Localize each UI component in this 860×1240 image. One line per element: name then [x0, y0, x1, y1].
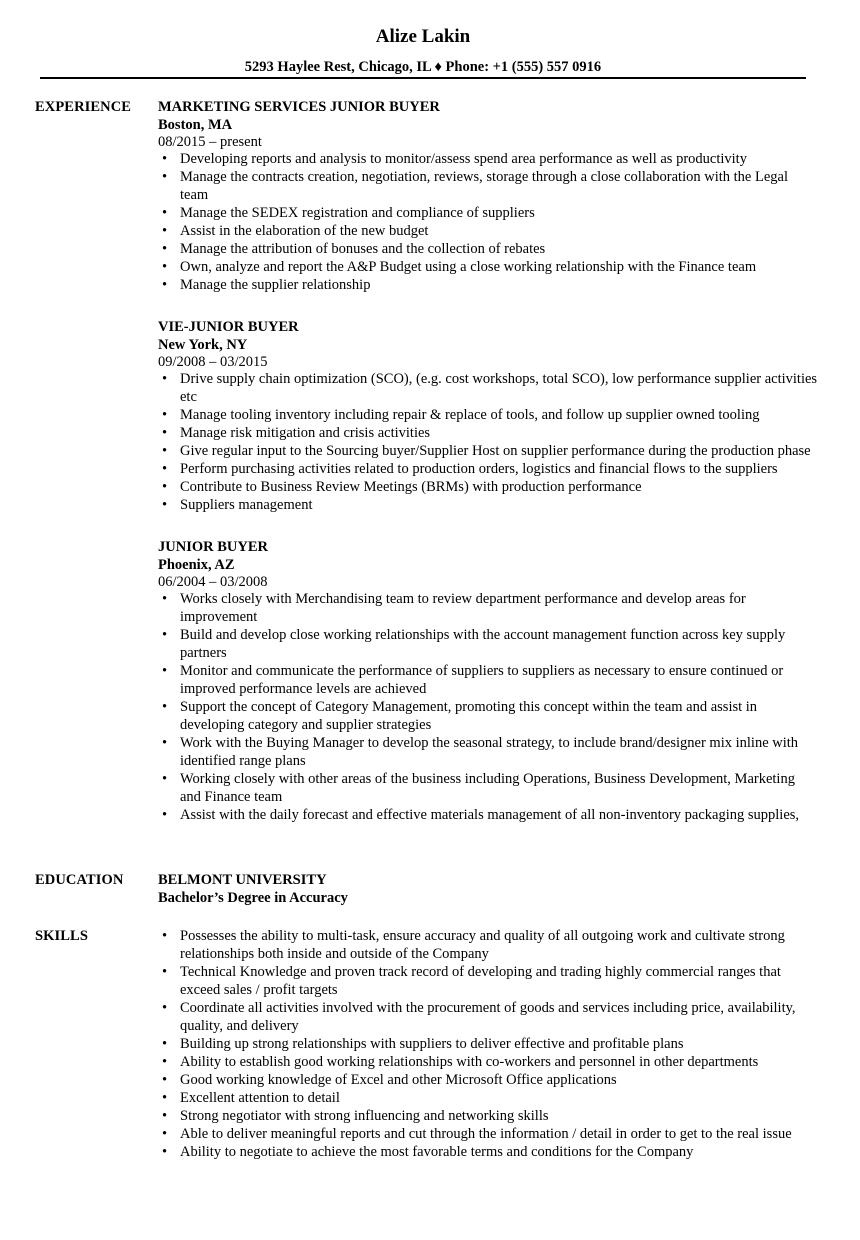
job-bullets	[158, 370, 818, 514]
education-body	[158, 871, 818, 907]
degree-name: Bachelor’s Degree in Accuracy	[158, 890, 348, 906]
section-label-education: EDUCATION	[35, 872, 124, 888]
bullet-item: • Assist with the daily forecast and effective materials management of all non-inventory packaging supplies,	[158, 806, 818, 824]
job-title: VIE-JUNIOR BUYER	[158, 319, 299, 335]
bullet-item: • Assist in the elaboration of the new budget	[158, 222, 818, 240]
job-location: Phoenix, AZ	[158, 557, 235, 573]
skills-list	[158, 927, 818, 1161]
bullet-item: • Perform purchasing activities related to production orders, logistics and financial flows to the suppliers	[158, 460, 818, 478]
skill-item: • Excellent attention to detail	[158, 1089, 818, 1107]
job-dates: 06/2004 – 03/2008	[158, 574, 268, 590]
bullet-item: • Contribute to Business Review Meetings (BRMs) with production performance	[158, 478, 818, 496]
bullet-item: • Suppliers management	[158, 496, 818, 514]
contact-line: 5293 Haylee Rest, Chicago, IL ♦ Phone: +1 (555) 557 0916	[244, 59, 602, 75]
job-title: JUNIOR BUYER	[158, 539, 268, 555]
bullet-item: • Give regular input to the Sourcing buyer/Supplier Host on supplier performance during the production phase	[158, 442, 818, 460]
job-location: New York, NY	[158, 337, 248, 353]
job-entry	[158, 98, 818, 294]
skill-item: • Strong negotiator with strong influencing and networking skills	[158, 1107, 818, 1125]
school-name: BELMONT UNIVERSITY	[158, 872, 327, 888]
job-location: Boston, MA	[158, 117, 233, 133]
bullet-item: • Manage the attribution of bonuses and the collection of rebates	[158, 240, 818, 258]
bullet-item: • Build and develop close working relationships with the account management function across key supply partners	[158, 626, 818, 662]
experience-body	[158, 98, 818, 848]
skill-item: • Able to deliver meaningful reports and cut through the information / detail in order to get to the real issue	[158, 1125, 818, 1143]
job-entry	[158, 318, 818, 514]
skills-body	[158, 927, 818, 1161]
skill-item: • Coordinate all activities involved with the procurement of goods and services including price, availability, quality, and delivery	[158, 999, 818, 1035]
section-label-skills: SKILLS	[35, 928, 88, 944]
bullet-item: • Working closely with other areas of the business including Operations, Business Development, Marketing and Finance team	[158, 770, 818, 806]
bullet-item: • Monitor and communicate the performance of suppliers to suppliers as necessary to ensure continued or improved performance levels are achieved	[158, 662, 818, 698]
bullet-item: • Manage the contracts creation, negotiation, reviews, storage through a close collaboration with the Legal team	[158, 168, 818, 204]
skill-item: • Good working knowledge of Excel and other Microsoft Office applications	[158, 1071, 818, 1089]
skill-item: • Building up strong relationships with suppliers to deliver effective and profitable plans	[158, 1035, 818, 1053]
bullet-item: • Work with the Buying Manager to develop the seasonal strategy, to include brand/designer mix inline with identified range plans	[158, 734, 818, 770]
job-bullets	[158, 150, 818, 294]
job-title: MARKETING SERVICES JUNIOR BUYER	[158, 99, 440, 115]
bullet-item: • Works closely with Merchandising team to review department performance and develop areas for improvement	[158, 590, 818, 626]
bullet-item: • Manage the supplier relationship	[158, 276, 818, 294]
job-entry	[158, 538, 818, 824]
bullet-item: • Manage tooling inventory including repair & replace of tools, and follow up supplier owned tooling	[158, 406, 818, 424]
job-dates: 08/2015 – present	[158, 134, 262, 150]
bullet-item: • Support the concept of Category Management, promoting this concept within the team and assist in developing category and supplier strategies	[158, 698, 818, 734]
bullet-item: • Manage the SEDEX registration and compliance of suppliers	[158, 204, 818, 222]
candidate-name: Alize Lakin	[375, 26, 471, 47]
bullet-item: • Drive supply chain optimization (SCO), (e.g. cost workshops, total SCO), low performance supplier activities etc	[158, 370, 818, 406]
job-dates: 09/2008 – 03/2015	[158, 354, 268, 370]
bullet-item: • Manage risk mitigation and crisis activities	[158, 424, 818, 442]
skill-item: • Ability to negotiate to achieve the most favorable terms and conditions for the Company	[158, 1143, 818, 1161]
skill-item: • Possesses the ability to multi-task, ensure accuracy and quality of all outgoing work and cultivate strong relationships both inside and outside of the Company	[158, 927, 818, 963]
job-bullets	[158, 590, 818, 824]
header-divider	[40, 77, 806, 79]
skill-item: • Technical Knowledge and proven track record of developing and trading highly commercial ranges that exceed sales / profit targets	[158, 963, 818, 999]
skill-item: • Ability to establish good working relationships with co-workers and personnel in other departments	[158, 1053, 818, 1071]
bullet-item: • Developing reports and analysis to monitor/assess spend area performance as well as productivity	[158, 150, 818, 168]
section-label-experience: EXPERIENCE	[35, 99, 132, 115]
bullet-item: • Own, analyze and report the A&P Budget using a close working relationship with the Finance team	[158, 258, 818, 276]
